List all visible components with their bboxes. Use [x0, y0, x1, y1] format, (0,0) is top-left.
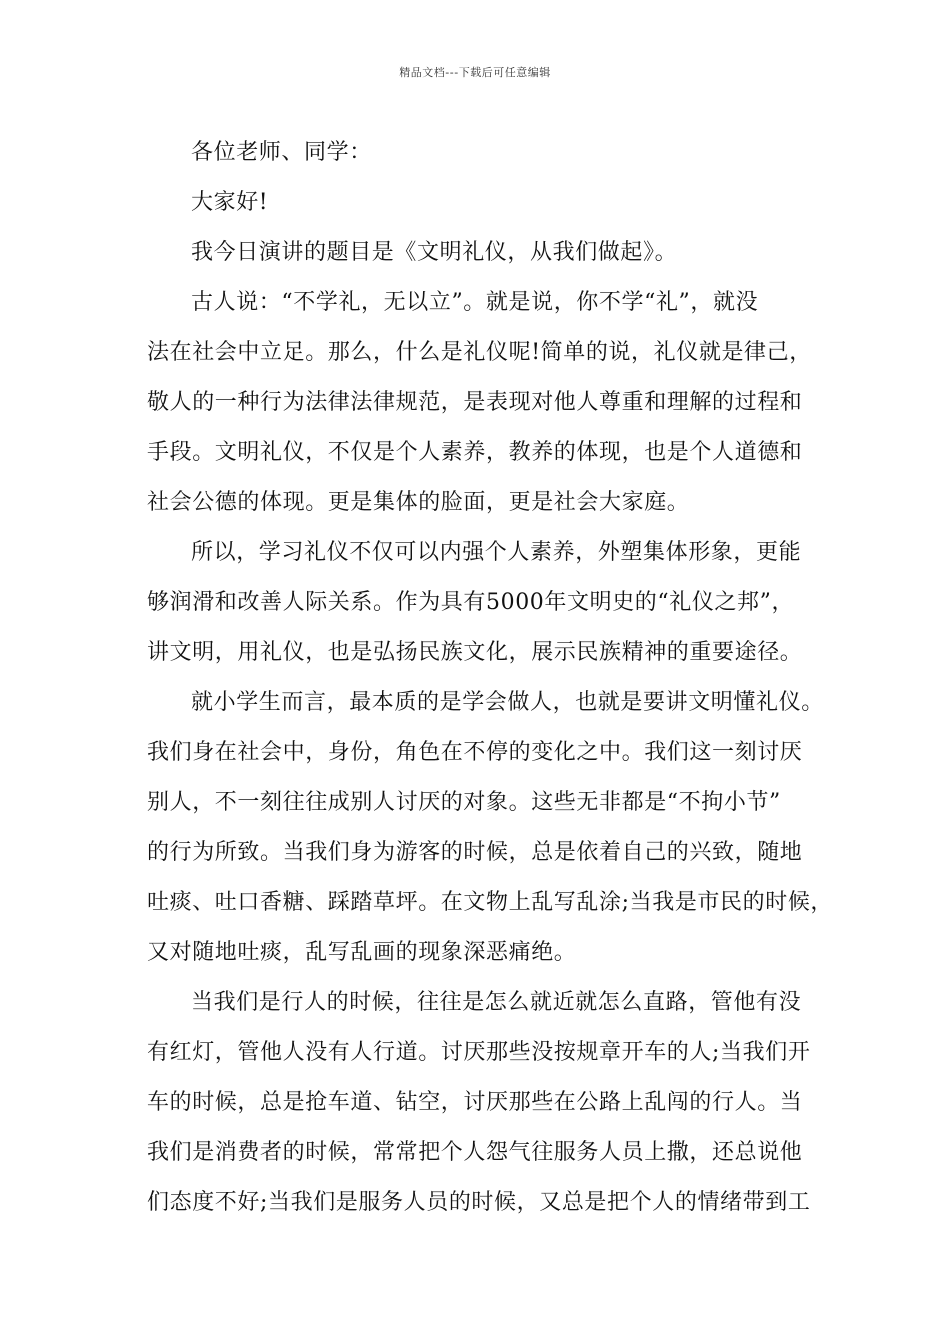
text-line: 我今日演讲的题目是《文明礼仪，从我们做起》。: [191, 240, 678, 265]
text-line: 大家好!: [191, 190, 269, 215]
text-line: 车的时候，总是抢车道、钻空，讨厌那些在公路上乱闯的行人。当: [147, 1090, 803, 1115]
text-line: 社会公德的体现。更是集体的脸面，更是社会大家庭。: [147, 490, 690, 515]
text-line: 够润滑和改善人际关系。作为具有5000年文明史的“礼仪之邦”，: [147, 590, 795, 615]
text-line: 别人，不一刻往往成别人讨厌的对象。这些无非都是“不拘小节”: [147, 790, 781, 815]
page-header: 精品文档---下载后可任意编辑: [399, 66, 551, 79]
text-line: 当我们是行人的时候，往往是怎么就近就怎么直路，管他有没: [191, 990, 802, 1015]
text-line: 我们是消费者的时候，常常把个人怨气往服务人员上撒，还总说他: [147, 1140, 803, 1165]
text-line: 的行为所致。当我们身为游客的时候，总是依着自己的兴致，随地: [147, 840, 803, 865]
text-line: 讲文明，用礼仪，也是弘扬民族文化，展示民族精神的重要途径。: [147, 640, 803, 665]
text-line: 就小学生而言，最本质的是学会做人，也就是要讲文明懂礼仪。: [191, 690, 824, 715]
text-line: 吐痰、吐口香糖、踩踏草坪。在文物上乱写乱涂;当我是市民的时候，: [147, 890, 834, 915]
text-line: 敬人的一种行为法律法律规范，是表现对他人尊重和理解的过程和: [147, 390, 803, 415]
text-line: 各位老师、同学：: [191, 140, 372, 165]
text-line: 古人说：“不学礼，无以立”。就是说，你不学“礼”，就没: [191, 290, 759, 315]
text-line: 所以，学习礼仪不仅可以内强个人素养，外塑集体形象，更能: [191, 540, 802, 565]
text-line: 又对随地吐痰，乱写乱画的现象深恶痛绝。: [147, 940, 577, 965]
text-line: 有红灯，管他人没有人行道。讨厌那些没按规章开车的人;当我们开: [147, 1040, 811, 1065]
speech-body: [147, 128, 834, 1228]
text-line: 手段。文明礼仪，不仅是个人素养，教养的体现，也是个人道德和: [147, 440, 803, 465]
text-line: 我们身在社会中，身份，角色在不停的变化之中。我们这一刻讨厌: [147, 740, 803, 765]
text-line: 们态度不好;当我们是服务人员的时候，又总是把个人的情绪带到工: [147, 1190, 811, 1215]
text-line: 法在社会中立足。那么，什么是礼仪呢!简单的说，礼仪就是律己，: [147, 340, 812, 365]
